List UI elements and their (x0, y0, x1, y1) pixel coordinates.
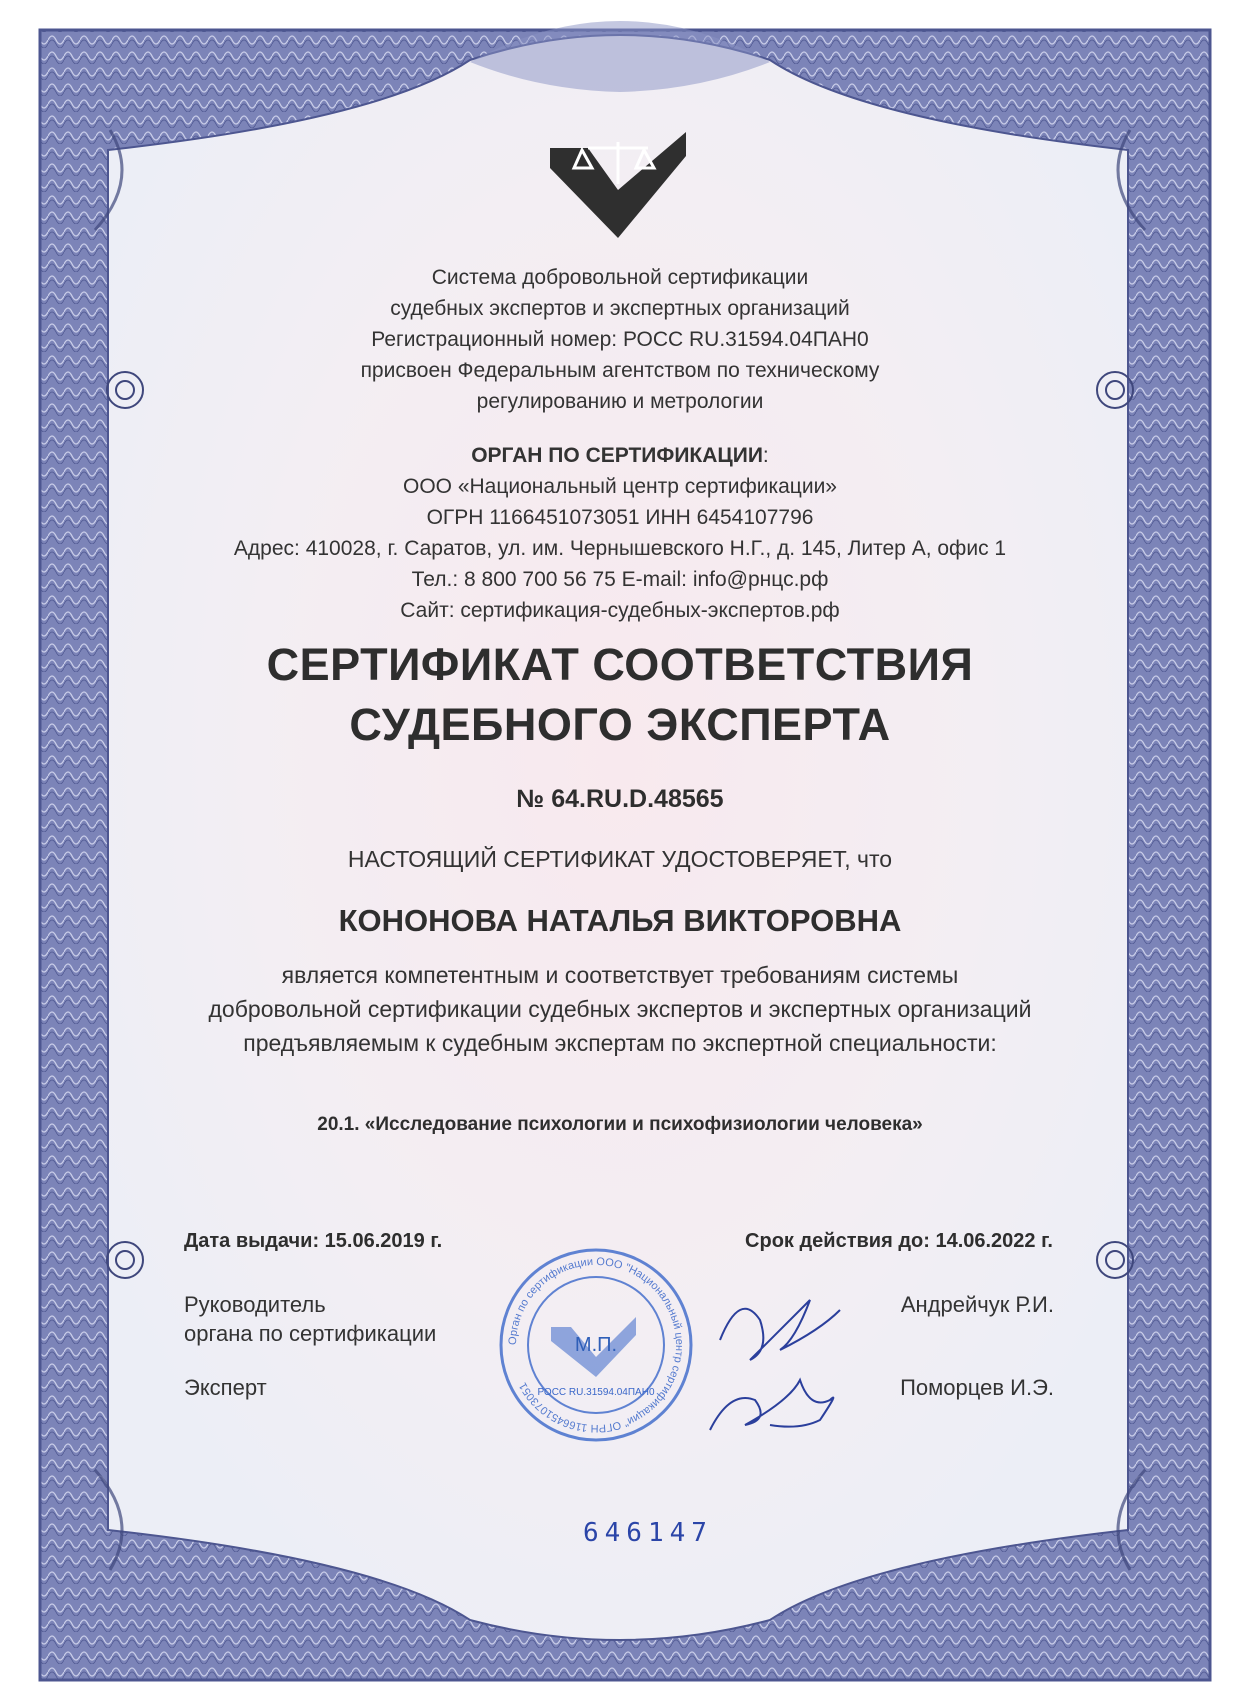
scales-check-logo (548, 128, 688, 240)
expert-role: Эксперт (184, 1375, 267, 1400)
competence-statement (0, 958, 1240, 1060)
organization-stamp (496, 1245, 696, 1445)
expert-name: Поморцев И.Э. (900, 1375, 1054, 1400)
organ-address: Адрес: 410028, г. Саратов, ул. им. Чернышевского Н.Г., д. 145, Литер А, офис 1 (233, 537, 1007, 560)
serial-number: 646147 (583, 1518, 713, 1548)
certification-organ (0, 440, 1240, 626)
holder-name: КОНОНОВА НАТАЛЬЯ ВИКТОРОВНА (338, 903, 902, 938)
certifies-text: НАСТОЯЩИЙ СЕРТИФИКАТ УДОСТОВЕРЯЕТ, что (347, 846, 893, 872)
organ-site: Сайт: сертификация-судебных-экспертов.рф (400, 599, 840, 622)
head-role-line-2: органа по сертификации (184, 1321, 437, 1346)
organ-heading-colon: : (762, 444, 769, 467)
header-line-3: Регистрационный номер: РОСС RU.31594.04ПАН0 (371, 328, 869, 351)
header-line-5: регулированию и метрологии (476, 390, 764, 413)
organ-ids: ОГРН 1166451073051 ИНН 6454107796 (426, 506, 814, 529)
signatures (700, 1280, 850, 1440)
stamp-center-text: М.П. (574, 1334, 618, 1356)
certificate-number: № 64.RU.D.48565 (516, 785, 724, 813)
organ-contacts: Тел.: 8 800 700 56 75 E-mail: info@рнцс.рф (411, 568, 829, 591)
certificate-title-line-2: СУДЕБНОГО ЭКСПЕРТА (349, 699, 891, 750)
stamp-inner-text: РОСС RU.31594.04ПАН0 (537, 1387, 655, 1398)
competence-line-2: добровольной сертификации судебных экспертов и экспертных организаций (208, 996, 1032, 1022)
competence-line-1: является компетентным и соответствует требованиям системы (281, 962, 959, 988)
head-name: Андрейчук Р.И. (900, 1292, 1054, 1317)
issue-date: Дата выдачи: 15.06.2019 г. (184, 1230, 443, 1252)
valid-until-date: Срок действия до: 14.06.2022 г. (745, 1230, 1053, 1252)
stamp-ring-text: Орган по сертификации ООО "Национальный центр сертификации" ОГРН 1166451073051 (506, 1255, 686, 1435)
header-line-4: присвоен Федеральным агентством по техническому (360, 359, 880, 382)
organ-name: ООО «Национальный центр сертификации» (403, 475, 837, 498)
head-role-line-1: Руководитель (184, 1292, 326, 1317)
system-header (0, 262, 1240, 417)
header-line-1: Система добровольной сертификации (431, 266, 809, 289)
head-role (184, 1290, 436, 1348)
specialty: 20.1. «Исследование психологии и психофизиологии человека» (317, 1114, 923, 1135)
competence-line-3: предъявляемым к судебным экспертам по экспертной специальности: (243, 1030, 997, 1056)
header-line-2: судебных экспертов и экспертных организаций (390, 297, 850, 320)
organ-heading: ОРГАН ПО СЕРТИФИКАЦИИ (471, 444, 763, 467)
certificate-title-line-1: СЕРТИФИКАТ СООТВЕТСТВИЯ (266, 639, 974, 690)
